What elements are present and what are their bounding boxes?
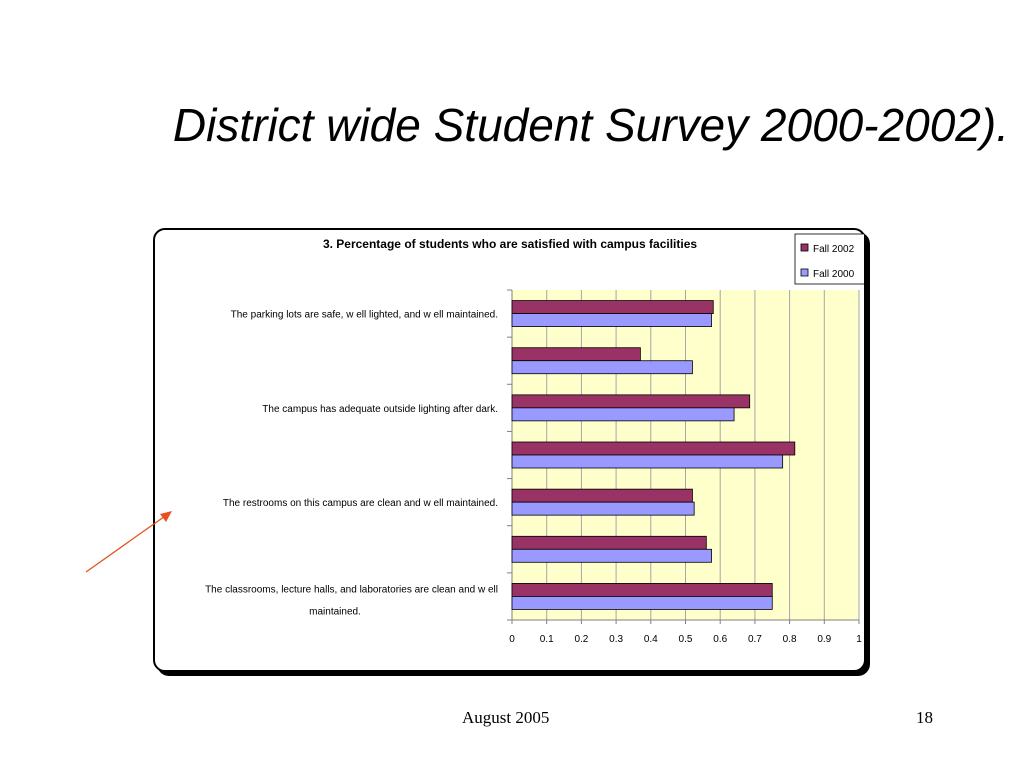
bar-fall-2002 bbox=[512, 536, 706, 549]
bar-fall-2002 bbox=[512, 583, 772, 596]
x-tick-label: 0 bbox=[509, 634, 515, 645]
bar-fall-2002 bbox=[512, 348, 640, 361]
x-tick-label: 0.1 bbox=[539, 634, 554, 645]
bar-fall-2000 bbox=[512, 314, 712, 327]
x-tick-label: 0.5 bbox=[678, 634, 693, 645]
chart-frame bbox=[153, 228, 866, 672]
x-tick-label: 0.4 bbox=[643, 634, 658, 645]
category-label: The restrooms on this campus are clean and w ell maintained. bbox=[222, 498, 498, 510]
legend-label-fall-2000: Fall 2000 bbox=[813, 269, 855, 280]
bar-fall-2002 bbox=[512, 301, 713, 314]
x-tick-label: 0.7 bbox=[747, 634, 762, 645]
bar-fall-2002 bbox=[512, 489, 692, 502]
x-tick-label: 0.3 bbox=[609, 634, 624, 645]
x-tick-label: 0.9 bbox=[817, 634, 832, 645]
category-label: maintained. bbox=[309, 606, 361, 618]
slide-title: District wide Student Survey 2000-2002). bbox=[172, 99, 1009, 151]
footer-date: August 2005 bbox=[462, 708, 550, 727]
bar-fall-2000 bbox=[512, 549, 712, 562]
category-label: The campus has adequate outside lighting after dark. bbox=[262, 403, 498, 415]
bar-fall-2002 bbox=[512, 442, 795, 455]
bar-fall-2000 bbox=[512, 408, 734, 421]
x-tick-label: 0.2 bbox=[574, 634, 589, 645]
x-tick-label: 0.6 bbox=[713, 634, 728, 645]
legend-swatch-fall-2002 bbox=[801, 244, 808, 251]
bar-fall-2000 bbox=[512, 361, 692, 374]
bar-fall-2000 bbox=[512, 455, 783, 468]
category-label: The classrooms, lecture halls, and laboratories are clean and w ell bbox=[205, 584, 498, 596]
bar-fall-2002 bbox=[512, 395, 750, 408]
bar-fall-2000 bbox=[512, 596, 772, 609]
x-tick-label: 0.8 bbox=[782, 634, 797, 645]
chart-title: 3. Percentage of students who are satisfied with campus facilities bbox=[322, 237, 698, 251]
category-label: The parking lots are safe, w ell lighted, and w ell maintained. bbox=[230, 309, 498, 321]
page-number: 18 bbox=[916, 708, 933, 727]
legend-swatch-fall-2000 bbox=[801, 269, 808, 276]
legend-label-fall-2002: Fall 2002 bbox=[813, 244, 855, 255]
bar-fall-2000 bbox=[512, 502, 694, 515]
x-tick-label: 1 bbox=[856, 634, 862, 645]
bar-chart bbox=[155, 230, 864, 670]
